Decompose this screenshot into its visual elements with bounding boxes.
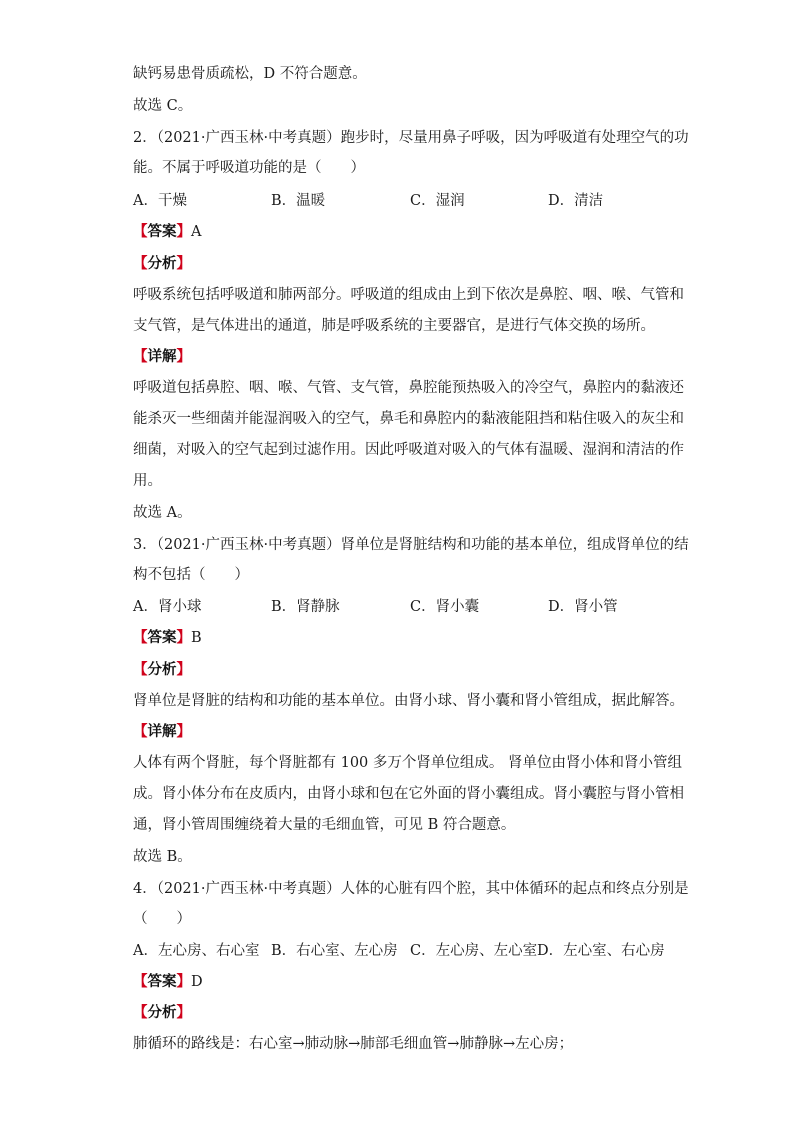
q3-option-c: C．肾小囊 xyxy=(410,599,480,615)
q3-answer xyxy=(133,628,202,648)
q2-detail-line-3: 细菌，对吸入的空气起到过滤作用。因此呼吸道对吸入的气体有温暖、湿润和清洁的作 xyxy=(133,442,684,458)
q2-detail-line-2: 能杀灭一些细菌并能湿润吸入的空气，鼻毛和鼻腔内的黏液能阻挡和粘住吸入的灰尘和 xyxy=(133,411,684,427)
q2-option-a: A．干燥 xyxy=(133,193,187,209)
q3-conclusion: 故选 B。 xyxy=(133,849,192,865)
q4-analysis-heading xyxy=(133,1003,191,1023)
q2-conclusion: 故选 A。 xyxy=(133,505,192,521)
q1-conclusion: 故选 C。 xyxy=(133,98,193,114)
q4-answer xyxy=(133,972,203,992)
bracket-close: 】 xyxy=(176,629,191,646)
answer-tag: 答案 xyxy=(147,223,177,240)
q2-detail-line-1: 呼吸道包括鼻腔、咽、喉、气管、支气管，鼻腔能预热吸入的冷空气，鼻腔内的黏液还 xyxy=(133,380,684,396)
q2-answer xyxy=(133,222,201,242)
answer-tag: 答案 xyxy=(147,973,177,990)
bracket-close: 】 xyxy=(176,661,191,678)
q3-detail-heading xyxy=(133,722,191,742)
bracket-open: 【 xyxy=(133,1004,148,1021)
bracket-open: 【 xyxy=(133,348,148,365)
q2-analysis-line-1: 呼吸系统包括呼吸道和肺两部分。呼吸道的组成由上到下依次是鼻腔、咽、喉、气管和 xyxy=(133,287,684,303)
q3-detail-line-2: 成。肾小体分布在皮质内，由肾小球和包在它外面的肾小囊组成。肾小囊腔与肾小管相 xyxy=(133,786,684,802)
answer-value: B xyxy=(191,630,202,646)
q1-explanation-line: 缺钙易患骨质疏松，D 不符合题意。 xyxy=(133,66,367,82)
bracket-close: 】 xyxy=(176,973,191,990)
analysis-tag: 分析 xyxy=(147,661,177,678)
q4-option-c: C．左心房、左心室 xyxy=(410,943,538,959)
q4-stem-line-2: （ ） xyxy=(133,911,191,927)
bracket-open: 【 xyxy=(133,255,148,272)
q3-analysis-heading xyxy=(133,660,191,680)
bracket-open: 【 xyxy=(133,723,148,740)
q2-option-d: D．清洁 xyxy=(548,193,604,209)
detail-tag: 详解 xyxy=(147,723,177,740)
q2-stem-line-2: 能。不属于呼吸道功能的是（ ） xyxy=(133,160,365,176)
q3-stem-line-2: 构不包括（ ） xyxy=(133,567,249,583)
analysis-tag: 分析 xyxy=(147,255,177,272)
q2-detail-line-4: 用。 xyxy=(133,473,162,489)
answer-value: A xyxy=(191,224,202,240)
q3-option-b: B．肾静脉 xyxy=(271,599,340,615)
bracket-close: 】 xyxy=(176,1004,191,1021)
bracket-open: 【 xyxy=(133,629,148,646)
q3-option-d: D．肾小管 xyxy=(548,599,618,615)
bracket-close: 】 xyxy=(176,348,191,365)
q4-option-b: B．右心室、左心房 xyxy=(271,943,398,959)
answer-value: D xyxy=(191,974,203,990)
q3-detail-line-1: 人体有两个肾脏，每个肾脏都有 100 多万个肾单位组成。 肾单位由肾小体和肾小管组 xyxy=(133,755,683,771)
q4-option-d: D．左心室、右心房 xyxy=(537,943,665,959)
q2-analysis-heading xyxy=(133,254,191,274)
analysis-tag: 分析 xyxy=(147,1004,177,1021)
q2-option-b: B．温暖 xyxy=(271,193,326,209)
bracket-close: 】 xyxy=(176,723,191,740)
q3-stem-line-1: 3．（2021·广西玉林·中考真题）肾单位是肾脏结构和功能的基本单位，组成肾单位的结 xyxy=(133,537,689,553)
q4-stem-line-1: 4．（2021·广西玉林·中考真题）人体的心脏有四个腔，其中体循环的起点和终点分别是 xyxy=(133,881,689,897)
q2-stem-line-1: 2．（2021·广西玉林·中考真题）跑步时，尽量用鼻子呼吸，因为呼吸道有处理空气的功 xyxy=(133,130,689,146)
bracket-close: 】 xyxy=(176,255,191,272)
bracket-close: 】 xyxy=(176,223,191,240)
q4-analysis-line-1: 肺循环的路线是：右心室→肺动脉→肺部毛细血管→肺静脉→左心房； xyxy=(133,1036,574,1052)
q3-analysis-line-1: 肾单位是肾脏的结构和功能的基本单位。由肾小球、肾小囊和肾小管组成，据此解答。 xyxy=(133,693,684,709)
q4-option-a: A．左心房、右心室 xyxy=(133,943,260,959)
bracket-open: 【 xyxy=(133,223,148,240)
q2-option-c: C．湿润 xyxy=(410,193,465,209)
bracket-open: 【 xyxy=(133,973,148,990)
q3-option-a: A．肾小球 xyxy=(133,599,202,615)
detail-tag: 详解 xyxy=(147,348,177,365)
q2-analysis-line-2: 支气管，是气体进出的通道，肺是呼吸系统的主要器官，是进行气体交换的场所。 xyxy=(133,318,655,334)
q2-detail-heading xyxy=(133,347,191,367)
q3-detail-line-3: 通，肾小管周围缠绕着大量的毛细血管，可见 B 符合题意。 xyxy=(133,817,516,833)
answer-tag: 答案 xyxy=(147,629,177,646)
bracket-open: 【 xyxy=(133,661,148,678)
